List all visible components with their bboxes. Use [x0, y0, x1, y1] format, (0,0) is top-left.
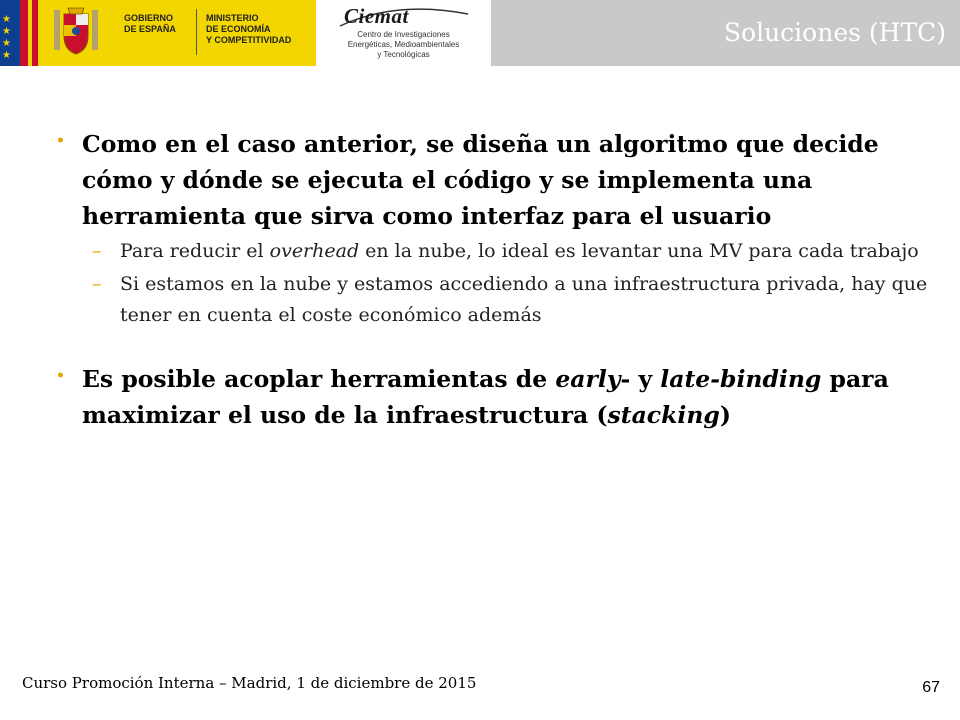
sub-bullet-text: Si estamos en la nube y estamos accediendo a una infraestructura privada, hay que tener en cuenta el coste económico además: [120, 273, 928, 326]
sub-bullet-item: [52, 269, 932, 331]
government-label: GOBIERNO DE ESPAÑA: [124, 13, 176, 34]
slide-body: [52, 126, 932, 433]
bullet-text: Es posible acoplar herramientas de early- y late-binding para maximizar el uso de la infraestructura (stacking): [82, 365, 889, 429]
slide-title: Soluciones (HTC): [723, 18, 946, 47]
bullet-item: [52, 126, 932, 234]
dash-marker: –: [92, 273, 102, 295]
footer-text: Curso Promoción Interna – Madrid, 1 de diciembre de 2015: [22, 674, 477, 692]
ciemat-wordmark: Ciemat: [344, 4, 409, 28]
sub-bullet-item: [52, 236, 932, 267]
eu-flag-strip: [0, 0, 38, 66]
sub-bullet-text: Para reducir el overhead en la nube, lo ideal es levantar una MV para cada trabajo: [120, 240, 919, 262]
coat-of-arms-icon: [50, 4, 102, 60]
star-icon: ★ ★ ★ ★: [2, 14, 11, 61]
slide-header: [0, 0, 960, 66]
bullet-item: [52, 361, 932, 433]
ciemat-logo: [316, 0, 491, 66]
dash-marker: –: [92, 240, 102, 262]
ciemat-description: Centro de Investigaciones Energéticas, Medioambientales y Tecnológicas: [347, 30, 460, 59]
government-logo: [38, 0, 316, 66]
bullet-marker: •: [56, 133, 65, 149]
bullet-text: Como en el caso anterior, se diseña un algoritmo que decide cómo y dónde se ejecuta el código y se implementa una herramienta que sirva como interfaz para el usuario: [82, 130, 879, 230]
page-number: 67: [922, 679, 940, 696]
bullet-marker: •: [56, 368, 65, 384]
divider: [196, 9, 197, 55]
ministry-label: MINISTERIO DE ECONOMÍA Y COMPETITIVIDAD: [206, 13, 292, 45]
